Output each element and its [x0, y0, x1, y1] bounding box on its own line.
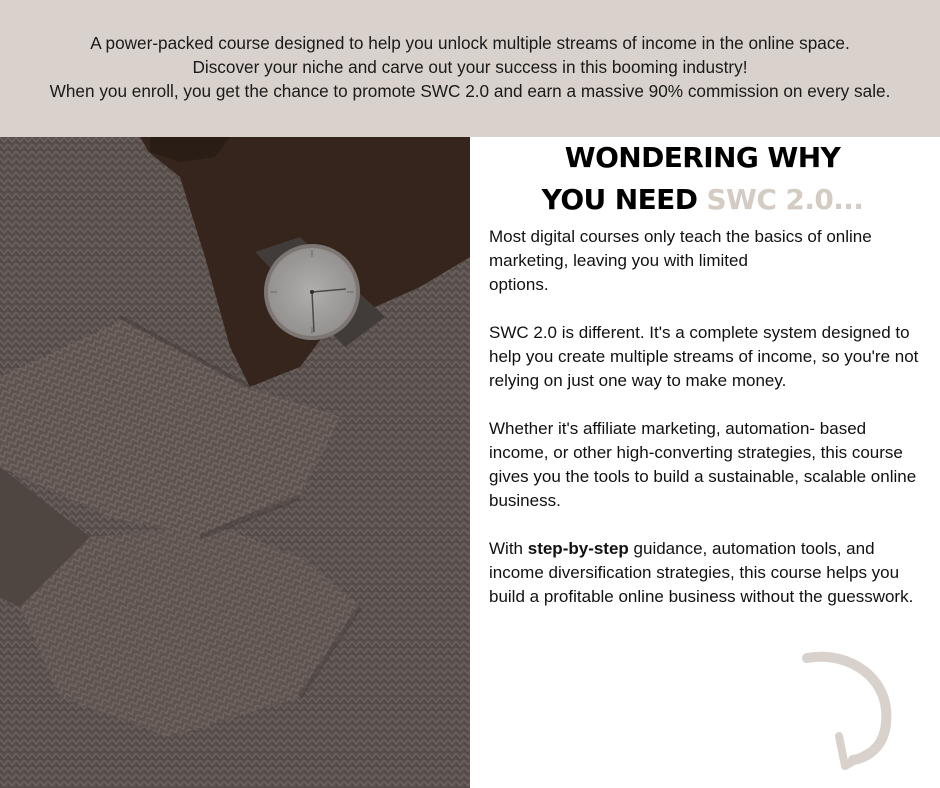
intro-banner — [0, 0, 940, 137]
heading-accent: SWC 2.0... — [706, 183, 864, 216]
wristwatch-photo — [0, 137, 470, 788]
paragraph-4-bold: step-by-step — [527, 539, 629, 558]
paragraph-1 — [489, 225, 919, 297]
why-section — [489, 137, 924, 633]
heading-line-1: WONDERING WHY — [564, 141, 841, 174]
banner-line-2: Discover your niche and carve out your success in this booming industry! — [192, 57, 748, 77]
paragraph-4-prefix: With — [489, 539, 528, 558]
paragraph-4-suffix: guidance, automation tools, and income diversification strategies, this course helps you build a profitable online business without the guesswork. — [489, 539, 914, 606]
wristwatch-sweater-photo — [0, 137, 470, 788]
banner-line-3: When you enroll, you get the chance to promote SWC 2.0 and earn a massive 90% commission on every sale. — [49, 81, 891, 101]
section-heading — [481, 137, 924, 221]
paragraph-1-line-2: options. — [489, 275, 549, 294]
paragraph-4 — [489, 537, 919, 609]
paragraph-3: Whether it's affiliate marketing, automation- based income, or other high-converting strategies, this course gives you the tools to build a sustainable, scalable online business. — [489, 419, 917, 510]
paragraph-2: SWC 2.0 is different. It's a complete system designed to help you create multiple streams of income, so you're not relying on just one way to make money. — [489, 323, 919, 390]
curved-down-arrow-icon — [795, 650, 905, 775]
paragraph-1-line-1: Most digital courses only teach the basics of online marketing, leaving you with limited — [489, 227, 872, 270]
section-body — [489, 225, 919, 609]
banner-line-1: A power-packed course designed to help you unlock multiple streams of income in the online space. — [90, 33, 850, 53]
heading-line-2-prefix: YOU NEED — [541, 183, 707, 216]
